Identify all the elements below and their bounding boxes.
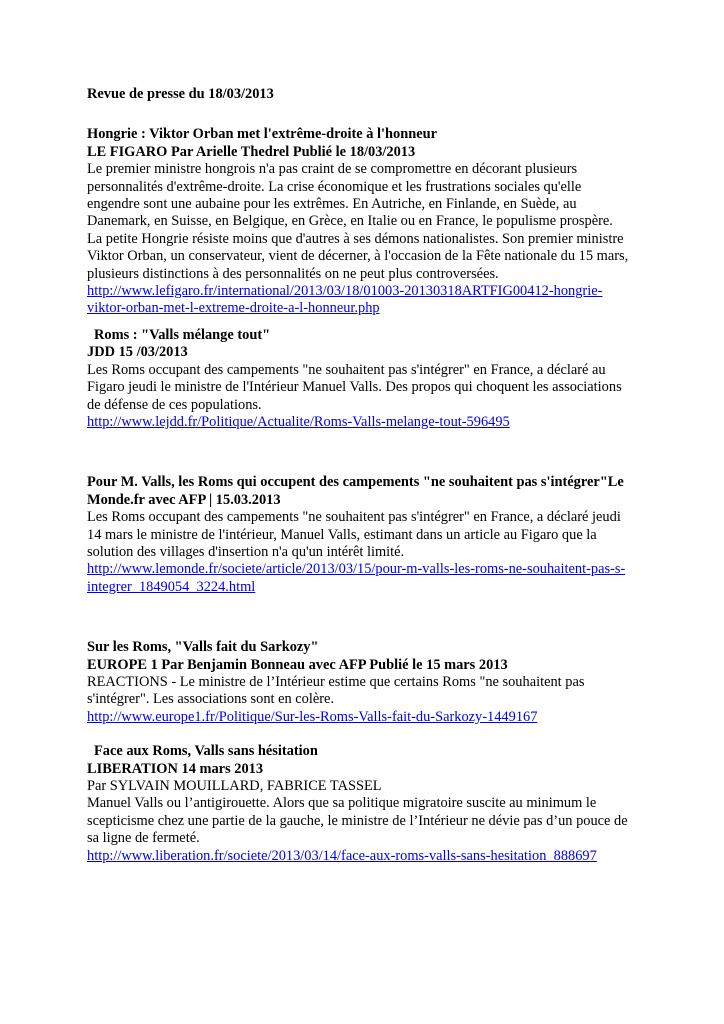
press-review-page <box>87 86 687 865</box>
article-body-line: personnalités d'extrême-droite. La crise économique et les frustrations sociales qu'elle <box>87 178 582 195</box>
article-headline: Sur les Roms, "Valls fait du Sarkozy" <box>87 639 319 656</box>
article-link[interactable]: http://www.europe1.fr/Politique/Sur-les-Roms-Valls-fait-du-Sarkozy-1449167 <box>87 708 538 725</box>
article-body-line: Manuel Valls ou l’antigirouette. Alors que sa politique migratoire suscite au minimum le <box>87 795 597 812</box>
article-body-line: Le premier ministre hongrois n'a pas craint de se compromettre en décorant plusieurs <box>87 161 578 178</box>
document-title: Revue de presse du 18/03/2013 <box>87 86 274 102</box>
article-headline: Face aux Roms, Valls sans hésitation <box>94 743 318 760</box>
article-body-line: 14 mars le ministre de l'intérieur, Manuel Valls, estimant dans un article au Figaro que la <box>87 526 597 543</box>
spacer <box>87 318 687 327</box>
article-body-line: REACTIONS - Le ministre de l’Intérieur estime que certains Roms "ne souhaitent pas <box>87 673 585 690</box>
article-figaro-hongrie <box>87 126 687 317</box>
article-link[interactable] <box>87 561 687 596</box>
article-body-line: Les Roms occupant des campements "ne souhaitent pas s'intégrer" en France, a déclaré au <box>87 361 606 378</box>
article-headline: Roms : "Valls mélange tout" <box>94 326 271 343</box>
article-body-line: s'intégrer". Les associations sont en colère. <box>87 691 335 708</box>
article-body-line: Danemark, en Suisse, en Belgique, en Grèce, en Italie ou en France, le populisme prospère. <box>87 213 613 230</box>
article-link-line[interactable]: viktor-orban-met-l-extreme-droite-a-l-honneur.php <box>87 300 380 317</box>
article-body-line: La petite Hongrie résiste moins que d'autres à ses démons nationalistes. Son premier ministre <box>87 230 624 247</box>
article-source: JDD 15 /03/2013 <box>87 344 188 361</box>
article-link[interactable]: http://www.lejdd.fr/Politique/Actualite/Roms-Valls-melange-tout-596495 <box>87 413 510 430</box>
article-link-line[interactable]: http://www.lemonde.fr/societe/article/2013/03/15/pour-m-valls-les-roms-ne-souhaitent-pas-s- <box>87 561 626 578</box>
article-body-line: engendre sont une aubaine pour les extrêmes. En Autriche, en Finlande, en Suède, au <box>87 196 577 213</box>
article-body-line: Viktor Orban, un conservateur, vient de décerner, à l'occasion de la Fête nationale du 15 mars, <box>87 248 629 265</box>
article-body-line: solution des villages d'insertion n'a qu'un intérêt limité. <box>87 543 405 560</box>
article-source: LIBERATION 14 mars 2013 <box>87 760 264 777</box>
article-body-line: scepticisme chez une partie de la gauche, le ministre de l’Intérieur ne dévie pas d’un pouce de <box>87 812 628 829</box>
article-headline: Hongrie : Viktor Orban met l'extrême-droite à l'honneur <box>87 126 437 143</box>
article-source: LE FIGARO Par Arielle Thedrel Publié le 18/03/2013 <box>87 143 416 160</box>
article-lemonde-roms <box>87 474 687 596</box>
article-body-line: Les Roms occupant des campements "ne souhaitent pas s'intégrer" en France, a déclaré jeudi <box>87 509 621 526</box>
article-link[interactable] <box>87 283 687 318</box>
spacer <box>87 596 687 639</box>
spacer <box>87 726 687 743</box>
article-headline: Pour M. Valls, les Roms qui occupent des campements "ne souhaitent pas s'intégrer"Le <box>87 474 624 491</box>
article-body-line: Figaro jeudi le ministre de l'Intérieur Manuel Valls. Des propos qui choquent les associations <box>87 379 622 396</box>
article-body-line: sa ligne de fermeté. <box>87 830 200 847</box>
spacer <box>87 431 687 474</box>
article-body-line: de défense de ces populations. <box>87 396 262 413</box>
article-byline: Par SYLVAIN MOUILLARD, FABRICE TASSEL <box>87 778 382 794</box>
article-link-line[interactable]: integrer_1849054_3224.html <box>87 578 256 595</box>
article-link-line[interactable]: http://www.lefigaro.fr/international/2013/03/18/01003-20130318ARTFIG00412-hongrie- <box>87 283 603 300</box>
article-europe1-roms <box>87 639 687 726</box>
article-liberation-roms <box>87 743 687 865</box>
article-jdd-roms <box>87 327 687 431</box>
article-source: Monde.fr avec AFP | 15.03.2013 <box>87 491 281 508</box>
article-source: EUROPE 1 Par Benjamin Bonneau avec AFP Publié le 15 mars 2013 <box>87 656 508 673</box>
article-body-line: plusieurs distinctions à des personnalités on ne peut plus controversées. <box>87 265 499 282</box>
article-link[interactable]: http://www.liberation.fr/societe/2013/03/14/face-aux-roms-valls-sans-hesitation_888697 <box>87 847 597 864</box>
